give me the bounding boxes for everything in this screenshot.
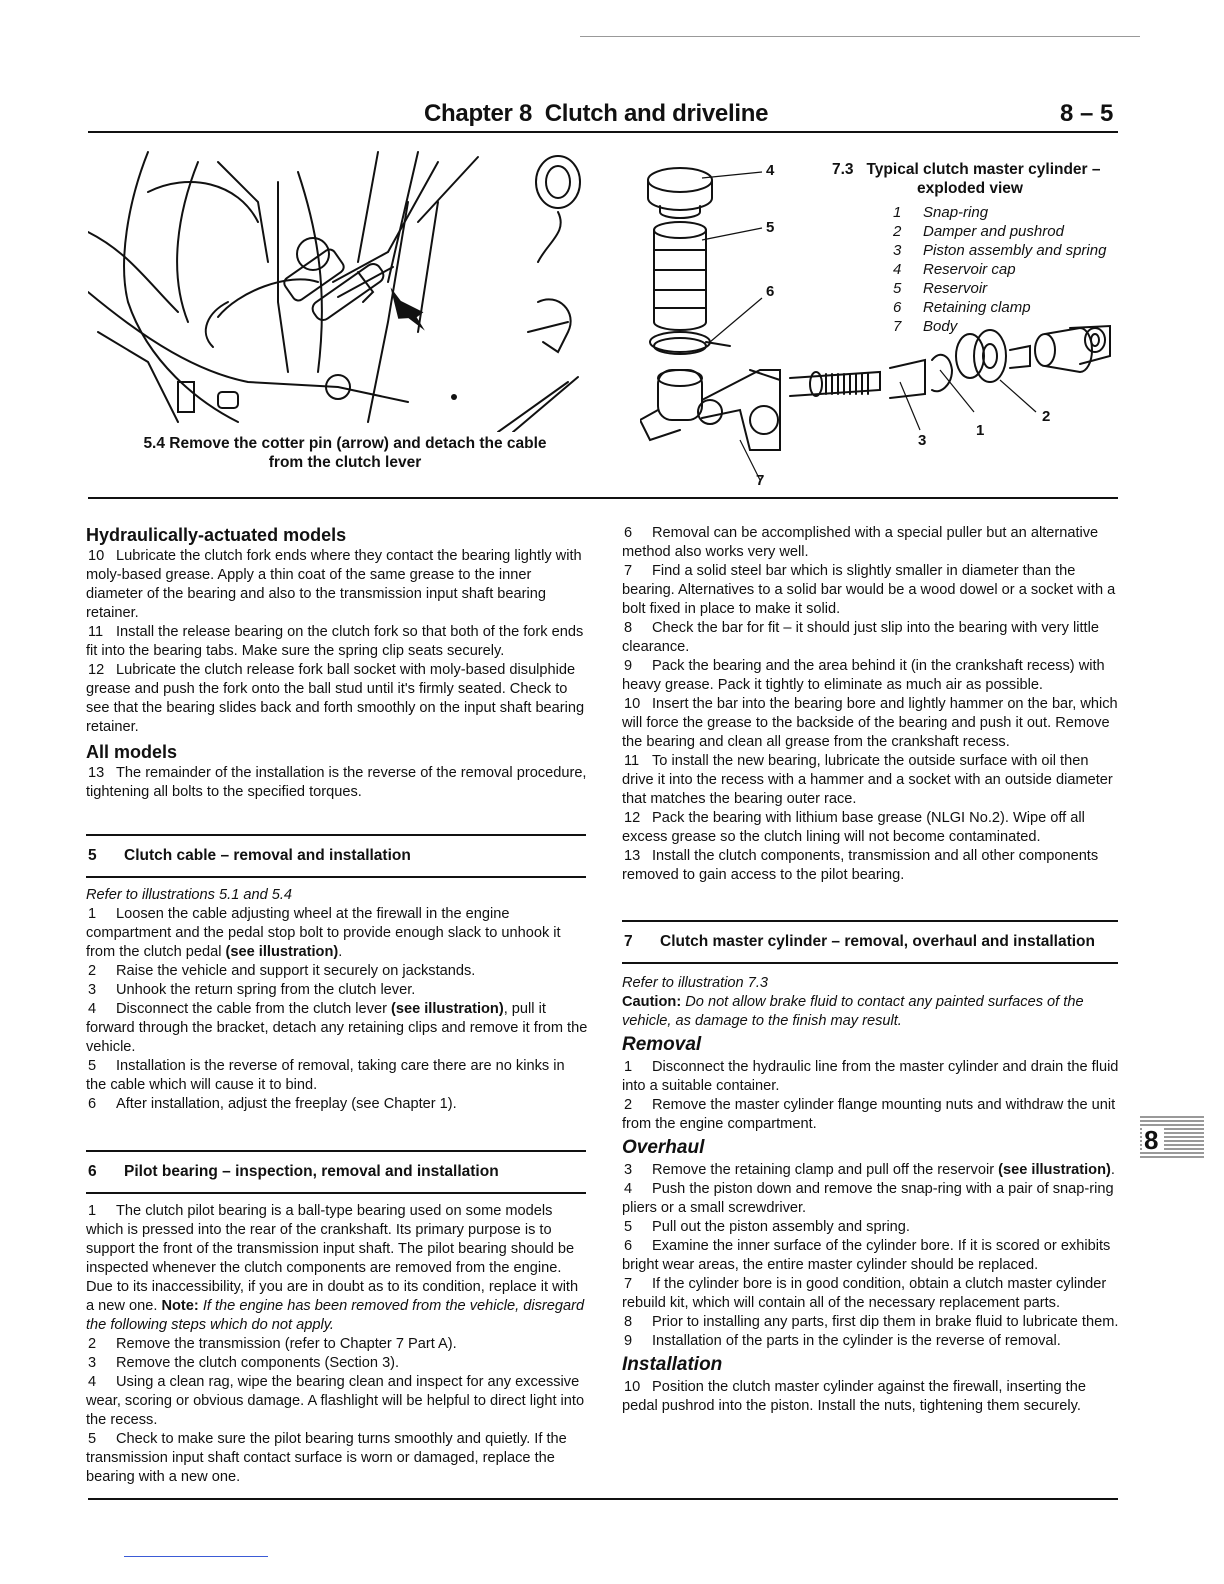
key-item: 4 Reservoir cap (893, 261, 1016, 278)
s7-step-2: 2 Remove the master cylinder flange mounting nuts and withdraw the unit from the engine compartment. (622, 1097, 1116, 1132)
heading-hydraulic: Hydraulically-actuated models (86, 525, 347, 545)
s6-step-9: 9 Pack the bearing and the area behind it (in the crankshaft recess) with heavy grease. Pack it tightly to eliminate as much air as possible. (622, 658, 1105, 693)
s6-step-11: 11 To install the new bearing, lubricate the outside surface with oil then drive it into the recess with a hammer and a socket with an outside diameter that matches the bearing outer race. (622, 753, 1113, 807)
s5-step-4: 4 Disconnect the cable from the clutch lever (see illustration), pull it forward through the bracket, detach any retaining clips and remove it from the vehicle. (86, 1001, 588, 1055)
section-7-body (622, 974, 1120, 1416)
callout-7: 7 (756, 472, 765, 489)
header-rule (88, 131, 1118, 133)
step-10: 10 Lubricate the clutch fork ends where they contact the bearing lightly with moly-based grease. Apply a thin coat of the same grease to the inner diameter of the bearing and also to the transmission input shaft bearing retainer. (86, 548, 582, 621)
s6-step-2: 2 Remove the transmission (refer to Chapter 7 Part A). (88, 1336, 457, 1352)
s7-step-6: 6 Examine the inner surface of the cylinder bore. If it is scored or exhibits bright wear areas, the entire master cylinder should be replaced. (622, 1238, 1111, 1273)
s5-step-6: 6 After installation, adjust the freeplay (see Chapter 1). (88, 1096, 457, 1112)
s7-step-1: 1 Disconnect the hydraulic line from the master cylinder and drain the fluid into a suitable container. (622, 1059, 1119, 1094)
key-item: 3 Piston assembly and spring (893, 242, 1107, 259)
s5-step-5: 5 Installation is the reverse of removal, taking care there are no kinks in the cable which will cause it to bind. (86, 1058, 565, 1093)
chapter-title: Chapter 8 Clutch and driveline (424, 100, 769, 127)
s6-step-10: 10 Insert the bar into the bearing bore and lightly hammer on the bar, which will force the grease to the backside of the bearing and push it out. Remove the bearing and clean all grease from the crankshaft recess. (622, 696, 1118, 750)
callout-2: 2 (1042, 408, 1051, 425)
s6-step-13: 13 Install the clutch components, transmission and all other components removed to gain access to the pilot bearing. (622, 848, 1099, 883)
s6-step-4: 4 Using a clean rag, wipe the bearing clean and inspect for any excessive wear, scoring or obvious damage. A flashlight will be helpful to direct light into the recess. (86, 1374, 585, 1428)
s6-step-8: 8 Check the bar for fit – it should just slip into the bearing with very little clearance. (622, 620, 1099, 655)
s7-step-4: 4 Push the piston down and remove the snap-ring with a pair of snap-ring pliers or a small screwdriver. (622, 1181, 1114, 1216)
heading-overhaul: Overhaul (622, 1137, 705, 1158)
s7-step-10: 10 Position the clutch master cylinder against the firewall, inserting the pedal pushrod into the piston. Install the nuts, tightening them securely. (622, 1379, 1086, 1414)
section-5-ref: Refer to illustrations 5.1 and 5.4 (86, 887, 293, 903)
key-item: 5 Reservoir (893, 280, 988, 297)
section-5-body (86, 886, 588, 1114)
s7-step-3: 3 Remove the retaining clamp and pull off the reservoir (see illustration). (624, 1162, 1115, 1178)
s7-step-7: 7 If the cylinder bore is in good condition, obtain a clutch master cylinder rebuild kit, which will contain all of the necessary replacement parts. (622, 1276, 1107, 1311)
key-item: 6 Retaining clamp (893, 299, 1031, 316)
right-column-intro (622, 524, 1120, 885)
scan-artifact-line (580, 36, 1140, 37)
s7-step-5: 5 Pull out the piston assembly and spring. (624, 1219, 910, 1235)
section-7-ref: Refer to illustration 7.3 (622, 975, 769, 991)
section-7-heading: 7 Clutch master cylinder – removal, overhaul and installation (622, 920, 1118, 964)
callout-4: 4 (766, 162, 775, 179)
left-column-intro (86, 524, 588, 802)
key-item: 7 Body (893, 318, 958, 335)
callout-3: 3 (918, 432, 927, 449)
figure-5-4-illustration (88, 142, 598, 432)
caution-note: Caution: Do not allow brake fluid to contact any painted surfaces of the vehicle, as damage to the finish may result. (622, 994, 1084, 1029)
chapter-tab-label: 8 (1144, 1125, 1159, 1155)
footer-rule (88, 1498, 1118, 1500)
section-6-heading: 6 Pilot bearing – inspection, removal and installation (86, 1150, 586, 1194)
key-item: 1 Snap-ring (893, 204, 989, 221)
section-6-body (86, 1202, 588, 1487)
s6-step-1: 1 The clutch pilot bearing is a ball-type bearing used on some models which is pressed into the rear of the crankshaft. Its primary purpose is to support the front of the transmission input shaft. The pilot bearing should be inspected whenever the clutch components are removed from the engine. Due to its inaccessibility, if you are in doubt as to its condition, replace it with a new one. Note: If the engine has been removed from the vehicle, disregard the following steps which do not apply. (86, 1203, 585, 1333)
callout-6: 6 (766, 283, 775, 300)
figure-rule (88, 497, 1118, 499)
figure-7-3-title: 7.3 Typical clutch master cylinder – exploded view (832, 161, 1101, 197)
page-number: 8 – 5 (1060, 100, 1114, 127)
step-13: 13 The remainder of the installation is the reverse of the removal procedure, tightening all bolts to the specified torques. (86, 765, 587, 800)
step-12: 12 Lubricate the clutch release fork ball socket with moly-based disulphide grease and push the fork onto the ball stud until it's firmly seated. Check to see that the bearing slides back and forth smoothly on the input shaft bearing retainer. (86, 662, 585, 735)
s5-step-2: 2 Raise the vehicle and support it securely on jackstands. (88, 963, 476, 979)
chapter-tab-8 (1140, 1114, 1204, 1160)
step-11: 11 Install the release bearing on the clutch fork so that both of the fork ends fit into the bearing tabs. Make sure the spring clip seats securely. (86, 624, 584, 659)
figure-5-4-caption: 5.4 Remove the cotter pin (arrow) and detach the cable from the clutch lever (143, 435, 547, 471)
heading-removal: Removal (622, 1034, 702, 1055)
s6-step-12: 12 Pack the bearing with lithium base grease (NLGI No.2). Wipe off all excess grease so the clutch lining will not become contaminated. (622, 810, 1085, 845)
heading-all-models: All models (86, 742, 178, 762)
scan-artifact-line (124, 1556, 268, 1557)
figure-7-3-key (893, 203, 1133, 336)
section-5-heading: 5 Clutch cable – removal and installation (86, 834, 586, 878)
heading-installation: Installation (622, 1354, 723, 1375)
callout-5: 5 (766, 219, 775, 236)
callout-1: 1 (976, 422, 985, 439)
s7-step-9: 9 Installation of the parts in the cylinder is the reverse of removal. (624, 1333, 1061, 1349)
s5-step-1: 1 Loosen the cable adjusting wheel at the firewall in the engine compartment and the pedal stop bolt to provide enough slack to unhook it from the clutch pedal (see illustration). (86, 906, 561, 960)
s6-step-7: 7 Find a solid steel bar which is slightly smaller in diameter than the bearing. Alternatives to a solid bar would be a wood dowel or a socket with a bolt fixed in place to make it solid. (622, 563, 1116, 617)
s6-step-3: 3 Remove the clutch components (Section 3). (88, 1355, 400, 1371)
s7-step-8: 8 Prior to installing any parts, first dip them in brake fluid to lubricate them. (624, 1314, 1119, 1330)
s6-step-6: 6 Removal can be accomplished with a special puller but an alternative method also works very well. (622, 525, 1099, 560)
s5-step-3: 3 Unhook the return spring from the clutch lever. (88, 982, 416, 998)
s6-step-5: 5 Check to make sure the pilot bearing turns smoothly and quietly. If the transmission input shaft contact surface is worn or damaged, replace the bearing with a new one. (86, 1431, 567, 1485)
key-item: 2 Damper and pushrod (893, 223, 1064, 240)
